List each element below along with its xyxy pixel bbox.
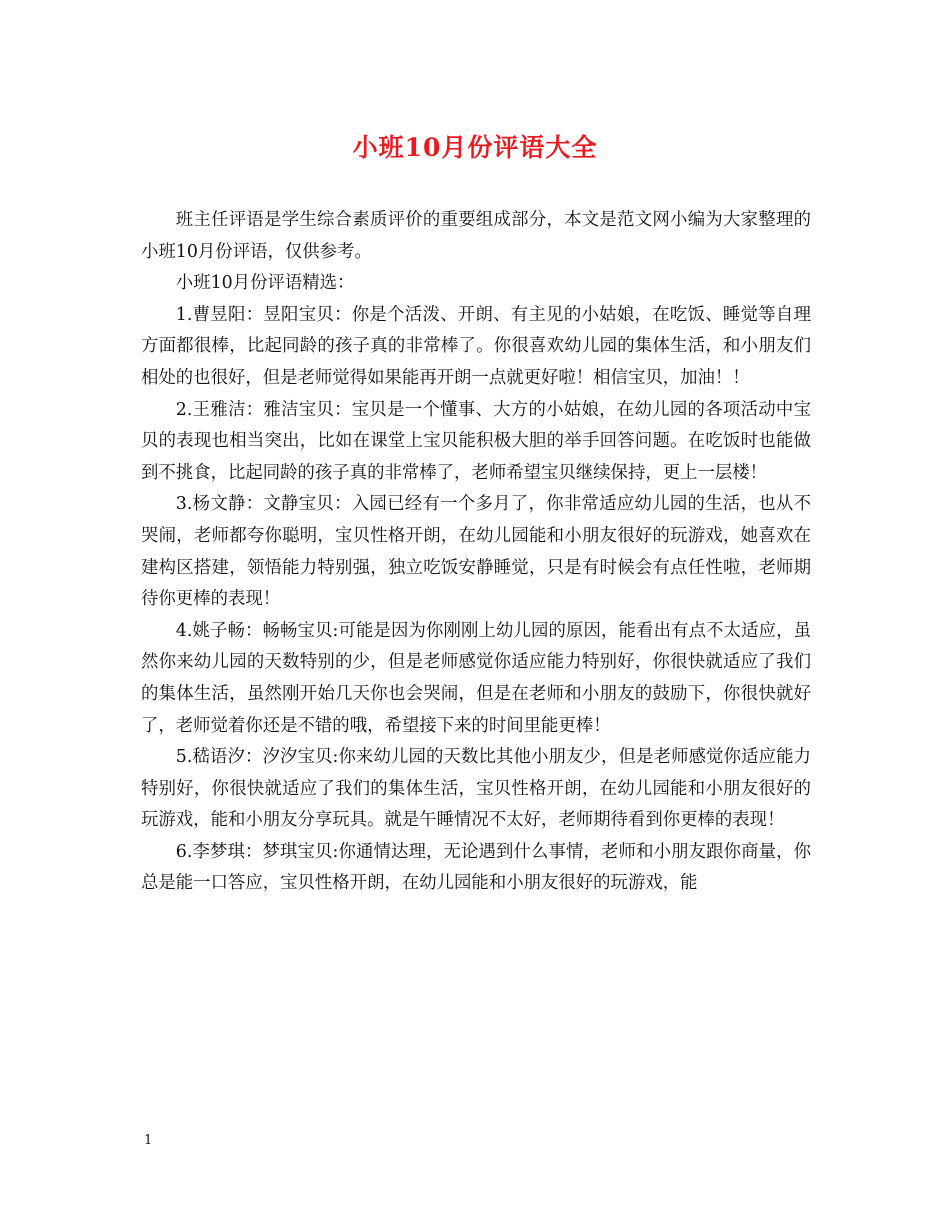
paragraph-comment-5: 5.嵇语汐：汐汐宝贝:你来幼儿园的天数比其他小朋友少，但是老师感觉你适应能力特别好，你很快就适应了我们的集体生活，宝贝性格开朗，在幼儿园能和小朋友很好的玩游戏，能和小朋友分享玩具。就是午睡情况不太好，老师期待看到你更棒的表现！ <box>141 747 811 831</box>
document-body <box>141 205 811 900</box>
paragraph-comment-1: 1.曹昱阳：昱阳宝贝：你是个活泼、开朗、有主见的小姑娘，在吃饭、睡觉等自理方面都很棒，比起同龄的孩子真的非常棒了。你很喜欢幼儿园的集体生活，和小朋友们相处的也很好，但是老师觉得如果能再开朗一点就更好啦！相信宝贝，加油！！ <box>141 304 811 388</box>
paragraph-comment-2: 2.王雅洁：雅洁宝贝：宝贝是一个懂事、大方的小姑娘，在幼儿园的各项活动中宝贝的表现也相当突出，比如在课堂上宝贝能积极大胆的举手回答问题。在吃饭时也能做到不挑食，比起同龄的孩子真的非常棒了，老师希望宝贝继续保持，更上一层楼！ <box>141 399 811 483</box>
paragraph-intro: 班主任评语是学生综合素质评价的重要组成部分，本文是范文网小编为大家整理的小班10月份评语，仅供参考。 <box>141 210 811 262</box>
page-number: 1 <box>144 1133 153 1148</box>
paragraph-comment-6: 6.李梦琪：梦琪宝贝:你通情达理，无论遇到什么事情，老师和小朋友跟你商量，你总是能一口答应，宝贝性格开朗，在幼儿园能和小朋友很好的玩游戏，能 <box>141 841 811 894</box>
paragraph-comment-4: 4.姚子畅：畅畅宝贝:可能是因为你刚刚上幼儿园的原因，能看出有点不太适应，虽然你来幼儿园的天数特别的少，但是老师感觉你适应能力特别好，你很快就适应了我们的集体生活，虽然刚开始几天你也会哭闹，但是在老师和小朋友的鼓励下，你很快就好了，老师觉着你还是不错的哦，希望接下来的时间里能更棒！ <box>141 620 811 736</box>
paragraph-comment-3: 3.杨文静：文静宝贝：入园已经有一个多月了，你非常适应幼儿园的生活，也从不哭闹，老师都夸你聪明，宝贝性格开朗，在幼儿园能和小朋友很好的玩游戏，她喜欢在建构区搭建，领悟能力特别强，独立吃饭安静睡觉，只是有时候会有点任性啦，老师期待你更棒的表现！ <box>141 494 811 610</box>
document-title: 小班10月份评语大全 <box>352 133 598 162</box>
paragraph-heading: 小班10月份评语精选： <box>175 273 355 294</box>
